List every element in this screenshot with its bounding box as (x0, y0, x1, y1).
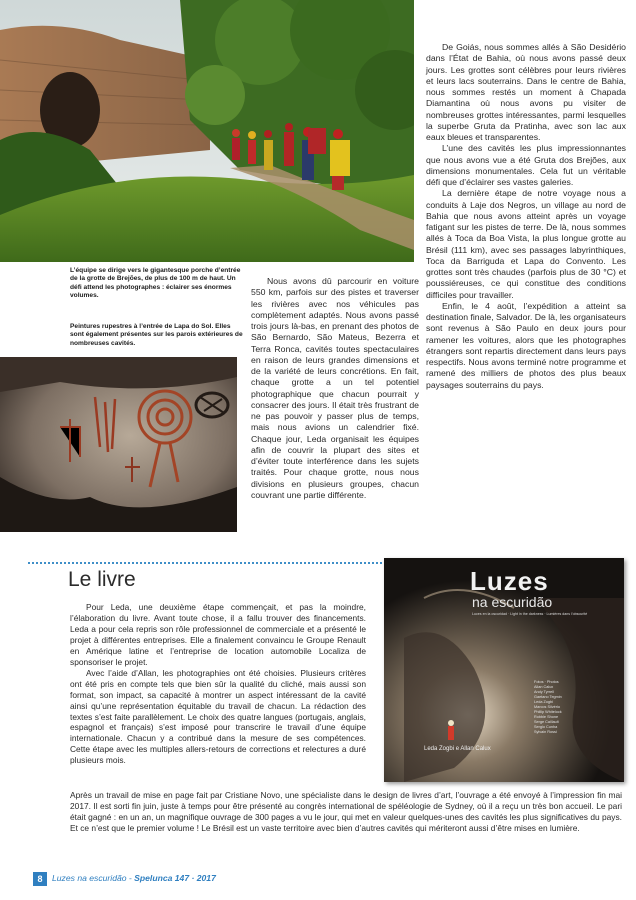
book-credit: Phillip Whitelock (534, 710, 562, 714)
book-credit: Robbie Shone (534, 715, 559, 719)
book-cover (384, 558, 624, 782)
book-credits (534, 680, 594, 735)
photo-caption: L’équipe se dirige vers le gigantesque porche d’entrée de la grotte de Brejões, de plus de 100 m de haut. Un défi attend les photographes : éclairer ses énormes volumes. (70, 267, 241, 300)
photo-rock-paintings-image (0, 357, 237, 532)
livre-text-upper (70, 602, 366, 766)
livre-text-lower (70, 790, 622, 834)
paragraph: La dernière étape de notre voyage nous a conduits à Laje dos Negros, un village au nord de Bahia que nous avons atteint après un voyage fatigant sur les pistes de terre. De là, nous sommes allés à Toca da Boa Vista, la plus longue grotte au Brésil (111 km), avec ses passages labyrinthiques, Toca da Barriguda et Lapa do Convento. Les grottes sont très chaudes (parfois plus de 30 °C) et poussiéreuses, ce qui constitue des conditions difficiles pour travailler. (426, 188, 626, 300)
paragraph: Enfin, le 4 août, l’expédition a atteint sa destination finale, Salvador. De là, les organisateurs sont revenus à São Paulo en deux jours pour ramener les voitures, alors que les photographes étrangers sont repartis directement dans leurs pays respectifs. Nous avons terminé notre programme et ramené des milliers de photos des plus beaux paysages souterrains du pays. (426, 300, 626, 390)
book-credits-header: Fotos · Photos (534, 680, 559, 684)
article-column-right (426, 42, 626, 391)
photo-caption: Peintures rupestres à l’entrée de Lapa do Sol. Elles sont également présentes sur les parois extérieures de nombreuses cavités. (70, 323, 243, 347)
paragraph: Nous avons dû parcourir en voiture 550 km, parfois sur des pistes et traverser les rivières avec nos véhicules pas complètement adaptés. Nous avons passé trois jours là-bas, en prenant des photos de São Bernardo, São Mateus, Bezerra et Terra Ronca, cavités toutes spectaculaires en raison de leurs grandes dimensions et de la variété de leurs concrétions. En fait, chaque grotte a un tel potentiel photographique que chacun pourrait y consacrer des jours. Il était très frustrant de ne pas pouvoir y passer plus de temps, mais nous avions un calendrier fixé. Chaque jour, Leda organisait les équipes afin de couvrir la plupart des sites et d’éviter toute interférence dans les sujets traités. Pour chaque grotte, nous nous divisions en plusieurs groupes, chacun couvrant une partie différente. (251, 276, 419, 500)
book-subtitle: na escuridão (472, 594, 553, 610)
book-tagline: Luces en la oscuridad · Light in the darkness · Lumières dans l’obscurité (472, 612, 588, 616)
book-title: Luzes (470, 566, 549, 596)
photo-brejoes-image (0, 0, 414, 262)
paragraph: Pour Leda, une deuxième étape commençait, et pas la moindre, l’élaboration du livre. Avant toute chose, il a fallu trouver des financements. Leda a pour cela repris son rôle professionnel de commerciale et a présenté le projet à différentes entreprises. Elle a finalement convaincu le Groupe Renault en Amérique latine et l’entreprise de location automobile Localiza de sponsoriser le projet. (70, 602, 366, 667)
book-credit: Andy Tyrrell (534, 690, 554, 694)
book-credit: Leda Zogbi (534, 700, 553, 704)
paragraph: Avec l’aide d’Allan, les photographies ont été choisies. Plusieurs critères ont été pris en compte tels que bien sûr la qualité du cliché, mais aussi son format, son impact, sa capacité à montrer un aspect intéressant de la cavité ainsi qu’une représentation équitable du travail de chacun. La rédaction des textes s’est faite parallèlement. Le choix des quatre langues (portugais, anglais, espagnol et français) s’est imposé pour transcrire le travail d’une équipe internationale. Chacun y a contribué dans la mesure de ses compétences. Cette étape avec les multiples allers-retours de corrections et relectures a duré plusieurs mois. (70, 667, 366, 766)
paragraph: De Goiás, nous sommes allés à São Desidério dans l’État de Bahia, où nous avons passé deux jours. Les grottes sont célèbres pour leurs rivières et leurs lacs souterrains. Dans le centre de Bahia, nous sommes restés un moment à Chapada Diamantina où nous avons pu visiter de nombreuses grottes intéressantes, parmi lesquelles la superbe Gruta da Pratinha, avec son lac aux eaux bleues et transparentes. (426, 42, 626, 142)
photo-rock-paintings (0, 357, 237, 532)
book-credit: Marcos Silvério (534, 705, 560, 709)
book-credit: Gaetano Tegmin (534, 695, 562, 699)
section-heading: Le livre (68, 568, 136, 591)
footer-title: Luzes na escuridão (52, 873, 127, 883)
paragraph: L’une des cavités les plus impressionnantes que nous avons vue a été Gruta dos Brejões, aux dimensions monumentales. Cela fut un véritable défi que d’éclairer ses vastes galeries. (426, 143, 626, 187)
book-credit: Sergio Cunha (534, 725, 558, 729)
book-credit: Serge Caillault (534, 720, 559, 724)
book-authors: Leda Zogbi e Allan Calux (424, 746, 491, 752)
page-number: 8 (33, 872, 47, 886)
footer-issue: Spelunca 147 · 2017 (134, 873, 216, 883)
book-credit: Sylvain Rossi (534, 730, 557, 734)
footer-journal: Luzes na escuridão - Spelunca 147 · 2017 (52, 873, 216, 883)
book-credit: Allan Calux (534, 685, 554, 689)
paragraph: Après un travail de mise en page fait par Cristiane Novo, une spécialiste dans le design de livres d’art, l’ouvrage a été envoyé à l’impression fin mai 2017. Il est sorti fin juin, juste à temps pour être présenté au congrès international de spéléologie de Sydney, où il a reçu un très bon accueil. Le pari était gagné : en un an, un magnifique ouvrage de 300 pages a vu le jour, qui met en valeur quelques-unes des cavités les plus significatives du pays. Et ce n’est que le premier volume ! Le Brésil est un vaste territoire avec bien d’autres cavités qui mériteront aussi d’être mises en lumière. (70, 790, 622, 833)
photo-brejoes-trail (0, 0, 414, 262)
article-column-middle (251, 276, 419, 501)
